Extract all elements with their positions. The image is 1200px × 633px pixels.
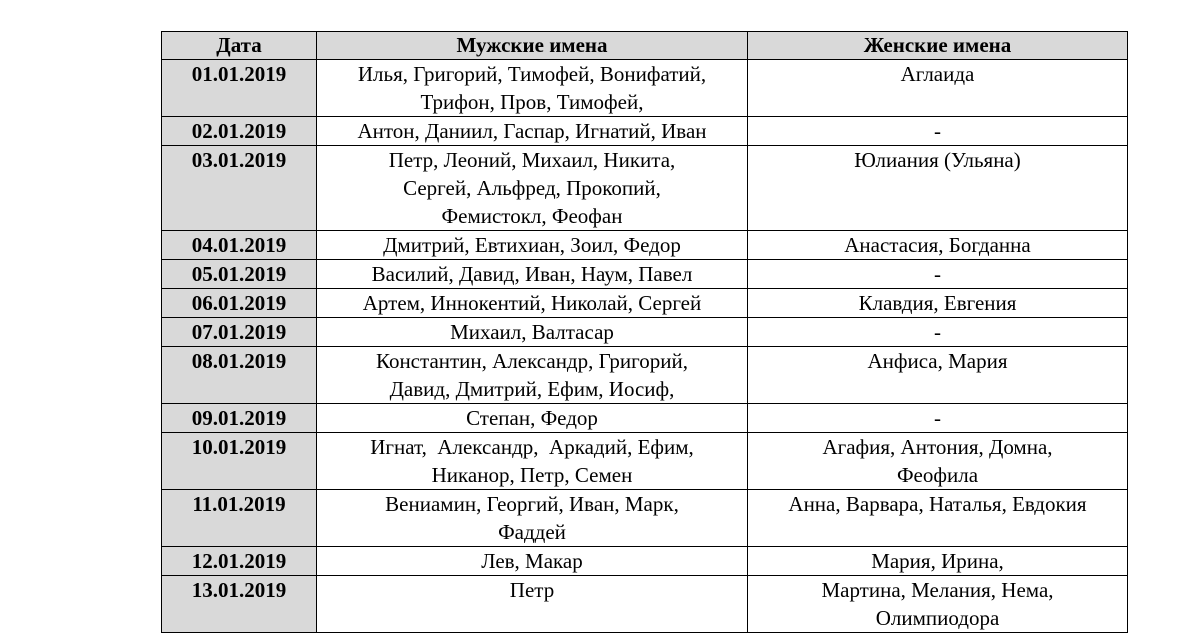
name-line: Петр (509, 578, 555, 602)
table-row (162, 547, 1128, 576)
name-line: Фемистокл, Феофан (441, 204, 623, 228)
name-line: Фаддей (498, 520, 566, 544)
male-names-cell (317, 231, 748, 260)
female-names-cell (748, 231, 1128, 260)
date-cell: 04.01.2019 (162, 231, 317, 260)
table-header-row (162, 32, 1128, 60)
name-line: Агафия, Антония, Домна, (822, 435, 1053, 459)
name-line: Клавдия, Евгения (858, 291, 1017, 315)
name-line: Лев, Макар (481, 549, 583, 573)
name-line: Михаил, Валтасар (450, 320, 614, 344)
name-line: Трифон, Пров, Тимофей, (420, 90, 644, 114)
male-names-cell (317, 347, 748, 404)
header-female-names: Женские имена (748, 32, 1128, 60)
name-line: Анастасия, Богданна (844, 233, 1031, 257)
male-names-cell (317, 117, 748, 146)
name-line: - (934, 119, 941, 143)
name-line: Игнат, Александр, Аркадий, Ефим, (370, 435, 694, 459)
name-line: - (934, 262, 941, 286)
table-row (162, 433, 1128, 490)
name-line: Никанор, Петр, Семен (431, 463, 633, 487)
name-line: - (934, 406, 941, 430)
female-names-cell (748, 318, 1128, 347)
name-line: Мартина, Мелания, Нема, (821, 578, 1054, 602)
table-row (162, 231, 1128, 260)
date-cell: 08.01.2019 (162, 347, 317, 404)
female-names-cell (748, 289, 1128, 318)
date-cell: 02.01.2019 (162, 117, 317, 146)
date-cell: 09.01.2019 (162, 404, 317, 433)
name-line: Олимпиодора (875, 606, 1000, 630)
female-names-cell (748, 146, 1128, 231)
name-line: Анфиса, Мария (867, 349, 1008, 373)
table-row (162, 289, 1128, 318)
male-names-cell (317, 260, 748, 289)
table-row (162, 318, 1128, 347)
name-line: - (934, 320, 941, 344)
table-row (162, 404, 1128, 433)
date-cell: 01.01.2019 (162, 60, 317, 117)
table-body (162, 60, 1128, 633)
date-cell: 13.01.2019 (162, 576, 317, 633)
female-names-cell (748, 433, 1128, 490)
name-line: Мария, Ирина, (871, 549, 1004, 573)
female-names-cell (748, 576, 1128, 633)
name-line: Илья, Григорий, Тимофей, Вонифатий, (357, 62, 707, 86)
name-line: Вениамин, Георгий, Иван, Марк, (385, 492, 679, 516)
header-male-names: Мужские имена (317, 32, 748, 60)
table-row (162, 576, 1128, 633)
table-row (162, 146, 1128, 231)
name-line: Юлиания (Ульяна) (854, 148, 1021, 172)
male-names-cell (317, 404, 748, 433)
name-line: Давид, Дмитрий, Ефим, Иосиф, (389, 377, 675, 401)
name-line: Дмитрий, Евтихиан, Зоил, Федор (383, 233, 681, 257)
table-row (162, 117, 1128, 146)
female-names-cell (748, 117, 1128, 146)
name-line: Анна, Варвара, Наталья, Евдокия (788, 492, 1087, 516)
name-line: Артем, Иннокентий, Николай, Сергей (362, 291, 702, 315)
name-line: Феофила (896, 463, 979, 487)
header-date: Дата (162, 32, 317, 60)
date-cell: 11.01.2019 (162, 490, 317, 547)
male-names-cell (317, 318, 748, 347)
male-names-cell (317, 289, 748, 318)
table-row (162, 347, 1128, 404)
male-names-cell (317, 547, 748, 576)
table-row (162, 60, 1128, 117)
male-names-cell (317, 433, 748, 490)
date-cell: 06.01.2019 (162, 289, 317, 318)
female-names-cell (748, 260, 1128, 289)
date-cell: 05.01.2019 (162, 260, 317, 289)
names-table (161, 31, 1128, 633)
table-row (162, 490, 1128, 547)
date-cell: 07.01.2019 (162, 318, 317, 347)
male-names-cell (317, 576, 748, 633)
female-names-cell (748, 490, 1128, 547)
female-names-cell (748, 404, 1128, 433)
name-line: Василий, Давид, Иван, Наум, Павел (371, 262, 693, 286)
female-names-cell (748, 347, 1128, 404)
date-cell: 10.01.2019 (162, 433, 317, 490)
table-row (162, 260, 1128, 289)
name-line: Петр, Леоний, Михаил, Никита, (388, 148, 676, 172)
name-line: Сергей, Альфред, Прокопий, (403, 176, 661, 200)
date-cell: 03.01.2019 (162, 146, 317, 231)
name-line: Аглаида (900, 62, 975, 86)
male-names-cell (317, 60, 748, 117)
name-line: Степан, Федор (466, 406, 598, 430)
name-line: Антон, Даниил, Гаспар, Игнатий, Иван (357, 119, 707, 143)
female-names-cell (748, 60, 1128, 117)
male-names-cell (317, 490, 748, 547)
name-line: Константин, Александр, Григорий, (375, 349, 688, 373)
male-names-cell (317, 146, 748, 231)
date-cell: 12.01.2019 (162, 547, 317, 576)
female-names-cell (748, 547, 1128, 576)
